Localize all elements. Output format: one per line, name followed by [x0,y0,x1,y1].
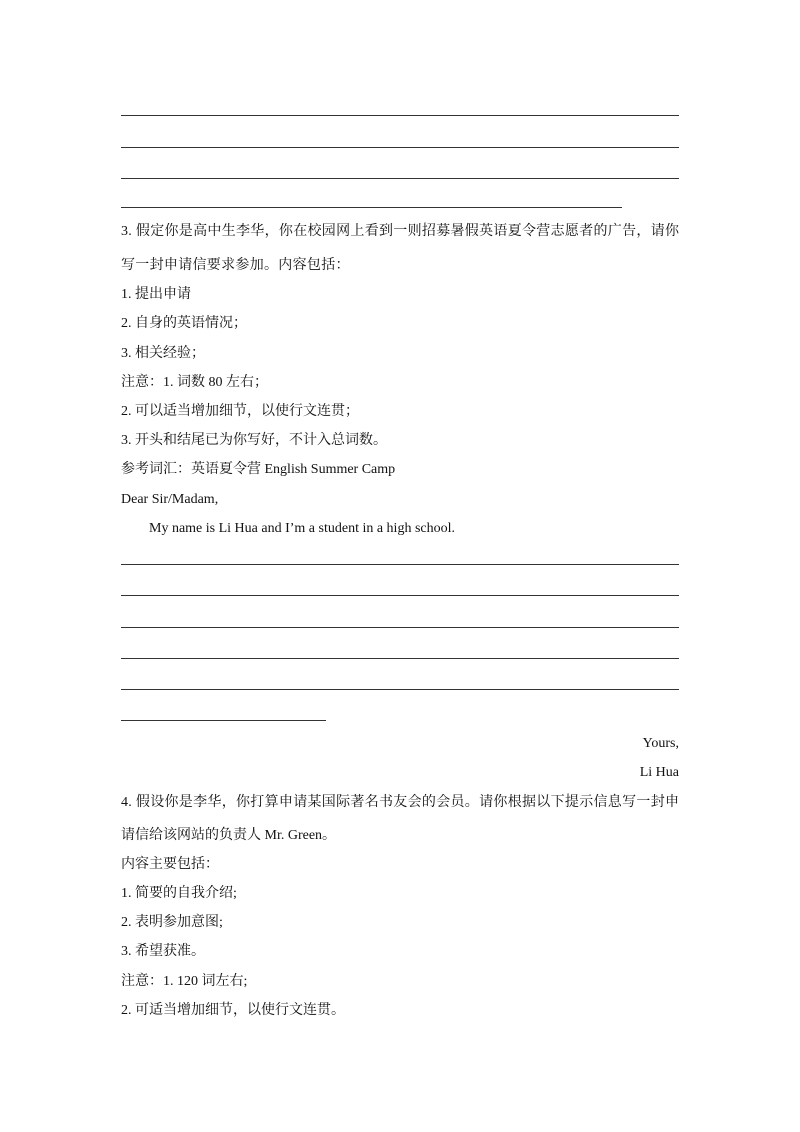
writing-line [121,658,679,659]
q3-note: 注意：1. 词数 80 左右； [121,375,268,390]
writing-line [121,627,679,628]
q4-note: 2. 可适当增加细节，以使行文连贯。 [121,1003,345,1018]
letter-opening: My name is Li Hua and I’m a student in a high school. [149,521,455,536]
writing-line [121,564,679,565]
q3-prompt-line-1: 3. 假定你是高中生李华，你在校园网上看到一则招募暑假英语夏令营志愿者的广告，请你 [121,224,680,239]
q4-note: 注意：1. 120 词左右; [121,974,248,989]
q4-content-item: 3. 希望获准。 [121,944,205,959]
q4-content-heading: 内容主要包括： [121,857,219,872]
q3-note: 2. 可以适当增加细节，以使行文连贯； [121,404,359,419]
answer-line [121,115,679,116]
q3-content-item: 2. 自身的英语情况； [121,316,247,331]
writing-line [121,689,679,690]
writing-line [121,595,679,596]
q3-prompt-line-2: 写一封申请信要求参加。内容包括： [121,258,350,273]
q3-content-item: 1. 提出申请 [121,287,191,302]
q4-content-item: 2. 表明参加意图; [121,915,223,930]
writing-line [121,720,326,721]
letter-signature: Li Hua [639,765,679,780]
letter-closing: Yours, [642,736,679,751]
q3-vocab: 参考词汇：英语夏令营 English Summer Camp [121,462,396,477]
q3-content-item: 3. 相关经验； [121,346,205,361]
q3-note: 3. 开头和结尾已为你写好，不计入总词数。 [121,433,387,448]
letter-salutation: Dear Sir/Madam, [121,492,219,507]
q4-prompt-line-2: 请信给该网站的负责人 Mr. Green。 [121,828,337,843]
answer-line [121,147,679,148]
q4-prompt-line-1: 4. 假设你是李华，你打算申请某国际著名书友会的会员。请你根据以下提示信息写一封申 [121,795,680,810]
q4-content-item: 1. 简要的自我介绍; [121,886,237,901]
answer-line [121,207,622,208]
answer-line [121,178,679,179]
